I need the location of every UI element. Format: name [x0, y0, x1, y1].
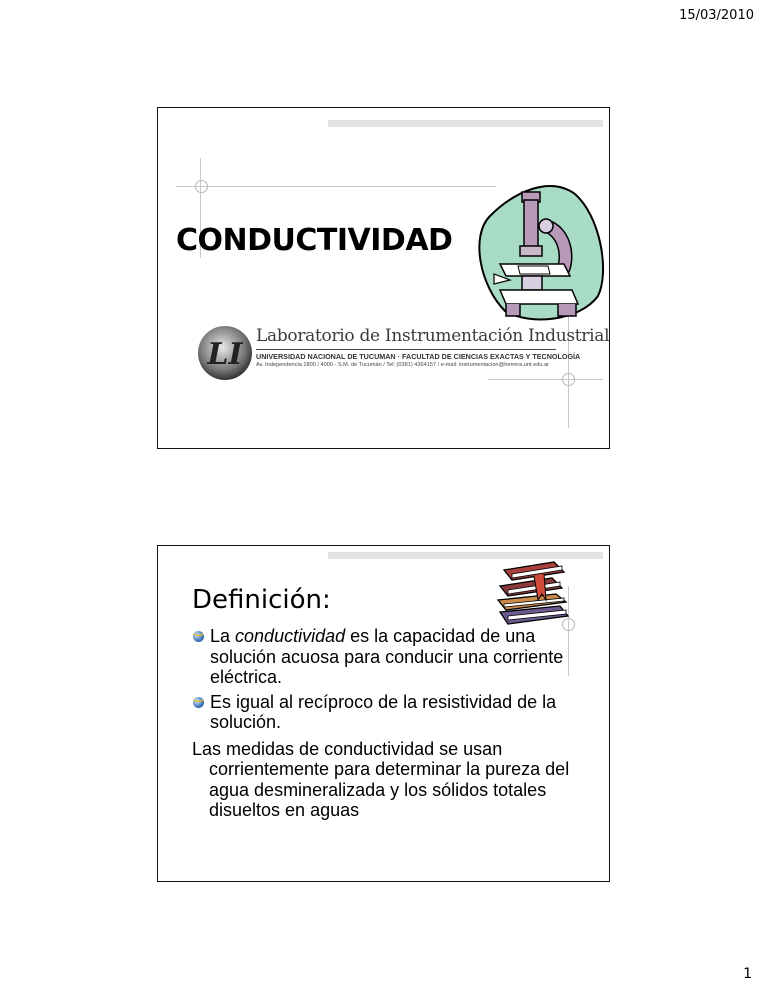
bullet-prefix: La: [210, 626, 236, 646]
list-item: [192, 626, 587, 688]
slide-title: [157, 107, 610, 449]
lab-university: UNIVERSIDAD NACIONAL DE TUCUMAN · FACULTAD DE CIENCIAS EXACTAS Y TECNOLOGÍA: [256, 352, 581, 361]
lab-monogram-icon: [196, 324, 254, 382]
list-item: [192, 692, 587, 733]
decorative-bar: [328, 120, 603, 127]
svg-text:LI: LI: [207, 337, 243, 372]
lab-name: Laboratorio de Instrumentación Industrial: [256, 326, 610, 346]
bullet-text: es la capacidad de una solución acuosa para conducir una corriente eléctrica.: [210, 626, 564, 687]
page-number: 1: [743, 966, 752, 982]
books-icon: [494, 556, 578, 628]
decorative-circle: [195, 180, 208, 193]
lab-logo: [196, 322, 610, 388]
slide-title-text: CONDUCTIVIDAD: [176, 223, 453, 258]
logo-divider: [256, 349, 556, 350]
slide-body: [192, 626, 587, 821]
microscope-icon: [460, 176, 608, 326]
sphere-bullet-icon: [192, 696, 205, 709]
lab-address: Av. Independencia 1800 / 4000 - S.M. de Tucumán / Tel: (0381) 4364157 / e-mail: instrumentacion@herrera.unt.edu.ar: [256, 362, 549, 368]
slide-heading: Definición:: [192, 585, 331, 615]
sphere-bullet-icon: [192, 630, 205, 643]
decorative-circle: [562, 373, 575, 386]
decorative-line: [176, 186, 496, 187]
bullet-text: Es igual al recíproco de la resistividad de la solución.: [210, 691, 557, 732]
page-date: 15/03/2010: [679, 8, 754, 23]
slide-definition: [157, 545, 610, 882]
body-paragraph: Las medidas de conductividad se usan corrientemente para determinar la pureza del agua desmineralizada y los sólidos totales disueltos en aguas: [192, 738, 570, 820]
bullet-emphasis: conductividad: [235, 626, 346, 646]
